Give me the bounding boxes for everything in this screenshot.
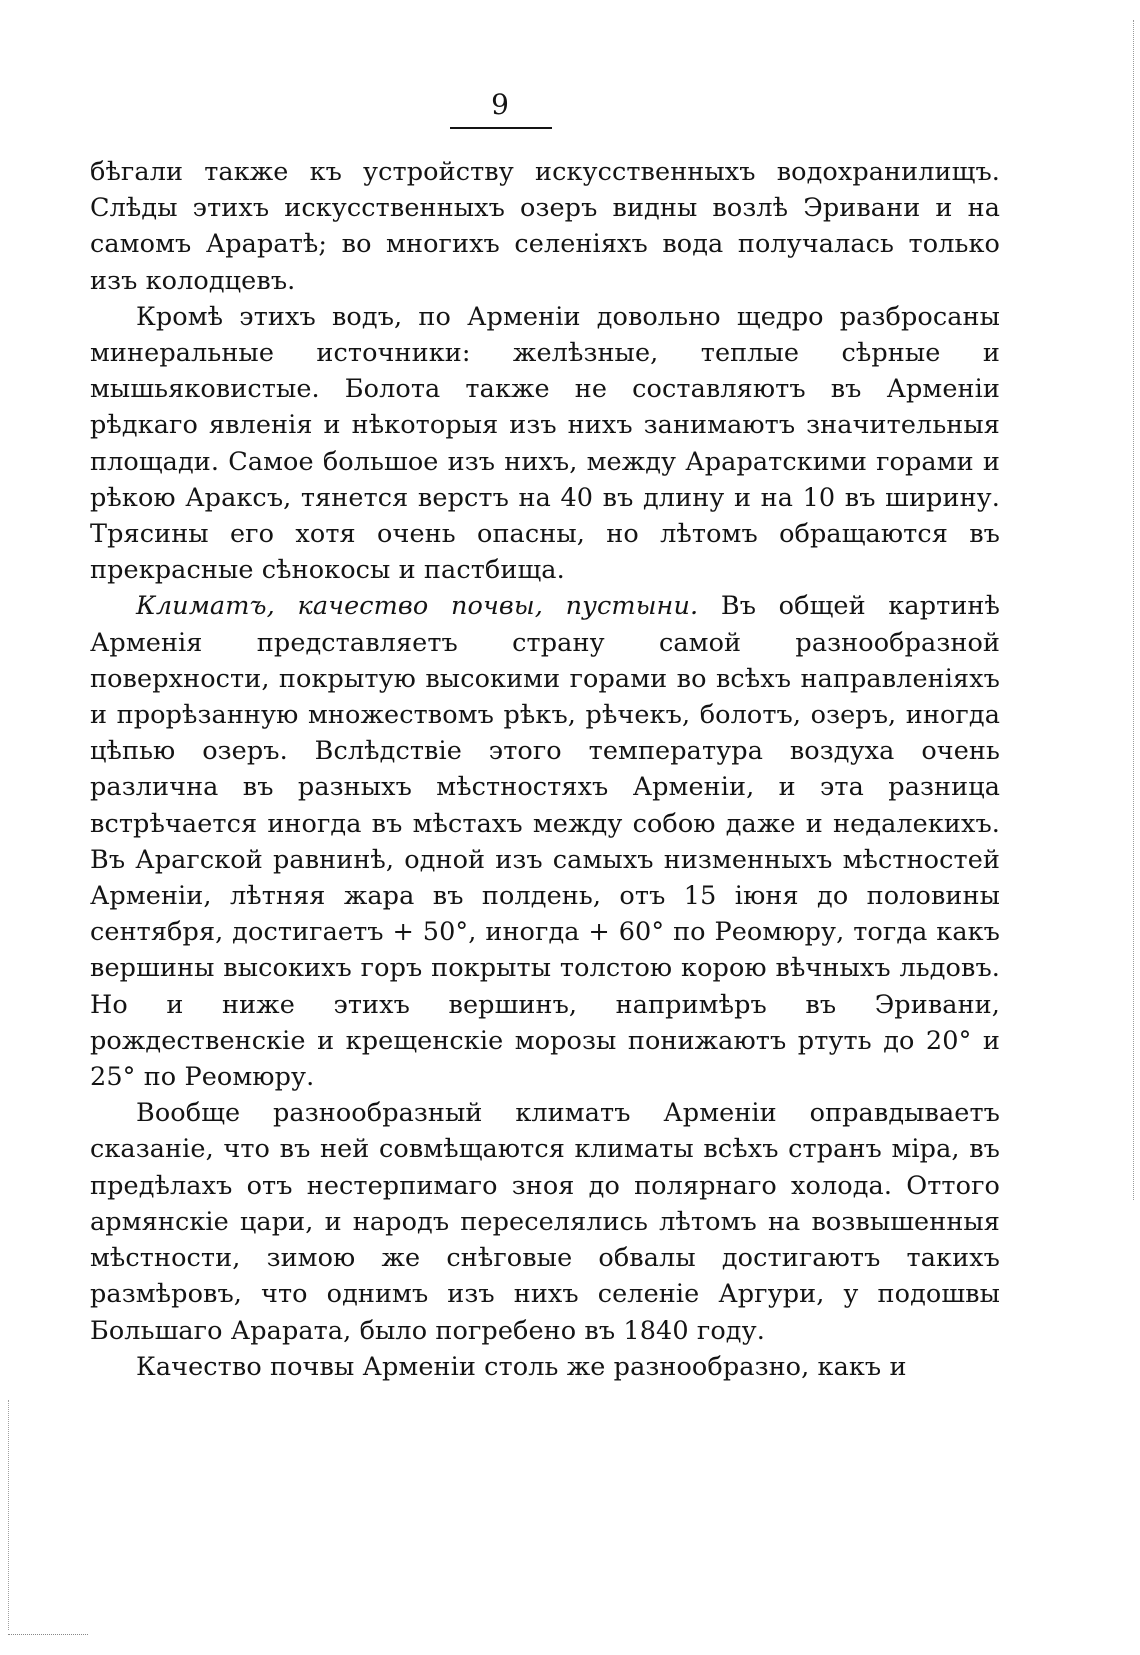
paragraph-1 (90, 154, 1000, 299)
paragraph-3 (90, 588, 1000, 1095)
body-text (90, 154, 1000, 1385)
page-number-rule (450, 127, 552, 129)
paragraph-1-text: бѣгали также къ устройству искусственныхъ водохранилищъ. Слѣды этихъ искусственныхъ озеръ видны возлѣ Эривани и на самомъ Араратѣ; во многихъ селеніяхъ вода получалась только изъ колодцевъ. (90, 157, 1000, 296)
paragraph-2-text: Кромѣ этихъ водъ, по Арменіи довольно щедро разбросаны минеральные источники: желѣзные, теплые сѣрные и мышьяковистые. Болота также не составляютъ въ Арменіи рѣдкаго явленія и нѣкоторыя изъ нихъ занимаютъ значительныя площади. Самое большое изъ нихъ, между Араратскими горами и рѣкою Араксъ, тянется верстъ на 40 въ длину и на 10 въ ширину. Трясины его хотя очень опасны, но лѣтомъ обращаются въ прекрасные сѣнокосы и пастбища. (90, 301, 1000, 586)
page-number: 9 (491, 88, 509, 121)
scan-right-edge (1131, 20, 1134, 1200)
paragraph-4-text: Вообще разнообразный климатъ Арменіи оправдываетъ сказаніе, что въ ней совмѣщаются климаты всѣхъ странъ міра, въ предѣлахъ отъ нестерпимаго зноя до полярнаго холода. Оттого армянскіе цари, и народъ переселялись лѣтомъ на возвышенныя мѣстности, зимою же снѣговые обвалы достигаютъ такихъ размѣровъ, что однимъ изъ нихъ селеніе Аргури, у подошвы Большаго Арарата, было погребено въ 1840 году. (90, 1098, 1000, 1346)
section-heading: Климатъ, качество почвы, пустыни. (136, 591, 699, 622)
paragraph-4 (90, 1095, 1000, 1348)
scan-left-edge (8, 1400, 11, 1630)
paragraph-3-text: Въ общей картинѣ Арменія представляетъ страну самой разнообразной поверхности, покрытую высокими горами во всѣхъ направленіяхъ и прорѣзанную множествомъ рѣкъ, рѣчекъ, болотъ, озеръ, иногда цѣпью озеръ. Вслѣдствіе этого температура воздуха очень различна въ разныхъ мѣстностяхъ Арменіи, и эта разница встрѣчается иногда въ мѣстахъ между собою даже и недалекихъ. Въ Арагской равнинѣ, одной изъ самыхъ низменныхъ мѣстностей Арменіи, лѣтняя жара въ полдень, отъ 15 іюня до половины сентября, достигаетъ + 50°, иногда + 60° по Реомюру, тогда какъ вершины высокихъ горъ покрыты толстою корою вѣчныхъ льдовъ. Но и ниже этихъ вершинъ, напримѣръ въ Эривани, рождественскіе и крещенскіе морозы понижаютъ ртуть до 20° и 25° по Реомюру. (90, 591, 1000, 1093)
paragraph-2 (90, 299, 1000, 589)
scan-bottom-mark (8, 1632, 88, 1635)
paragraph-5-text: Качество почвы Арменіи столь же разнообразно, какъ и (136, 1351, 907, 1382)
paragraph-5 (90, 1349, 1000, 1385)
